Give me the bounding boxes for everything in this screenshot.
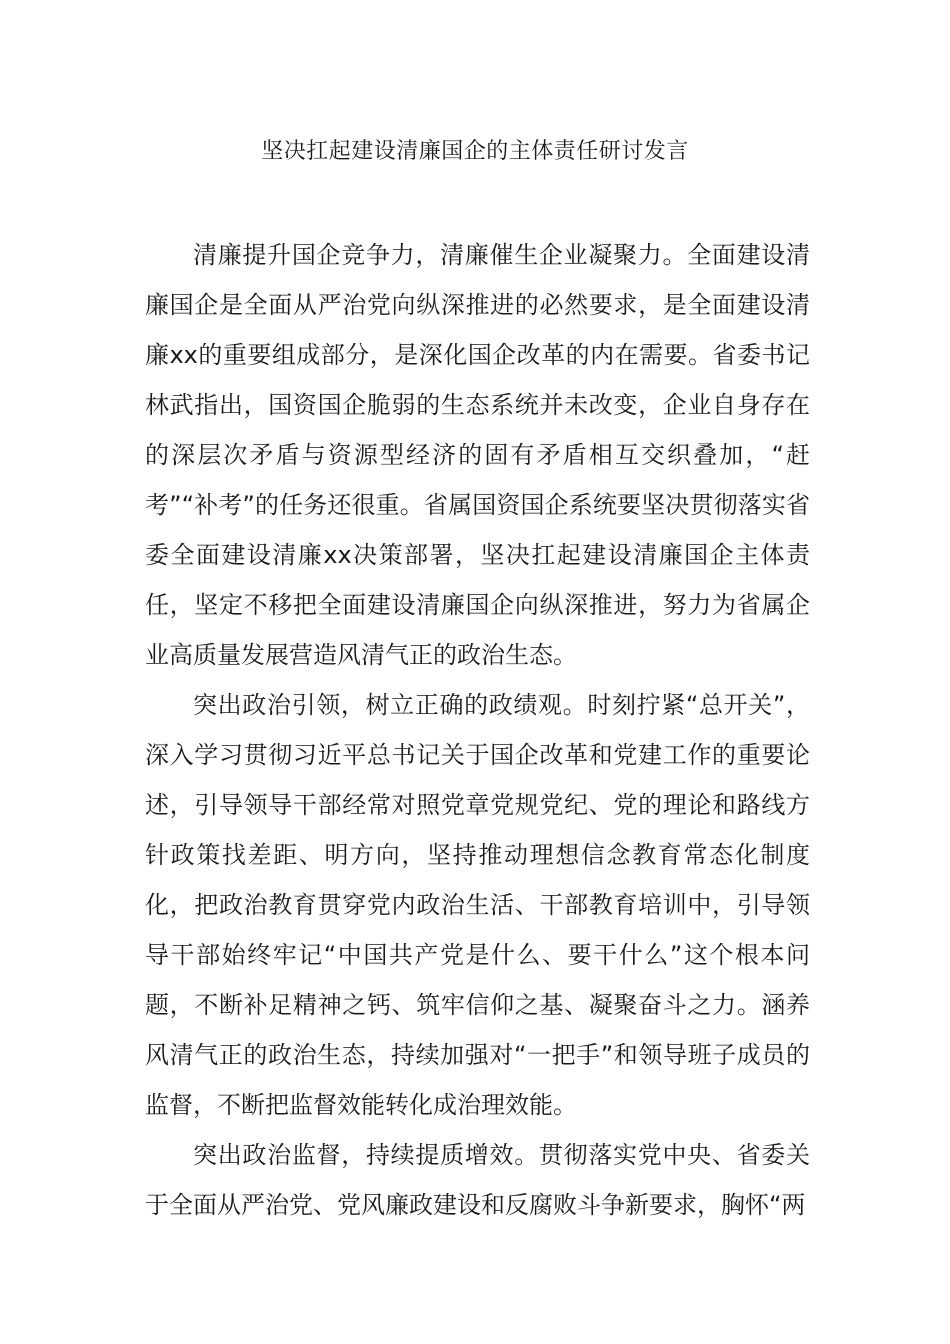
document-title: 坚决扛起建设清廉国企的主体责任研讨发言 [261,139,689,164]
paragraph-2: 突出政治引领，树立正确的政绩观。时刻拧紧“总开关”，深入学习贯彻习近平总书记关于国企改革和党建工作的重要论述，引导领导干部经常对照党章党规党纪、党的理论和路线方针政策找差距、明方向，坚持推动理想信念教育常态化制度化，把政治教育贯穿党内政治生活、干部教育培训中，引导领导干部始终牢记“中国共产党是什么、要干什么”这个根本问题，不断补足精神之钙、筑牢信仰之基、凝聚奋斗之力。涵养风清气正的政治生态，持续加强对“一把手”和领导班子成员的监督，不断把监督效能转化成治理效能。 [145,691,810,1119]
paragraph-1: 清廉提升国企竞争力，清廉催生企业凝聚力。全面建设清廉国企是全面从严治党向纵深推进的必然要求，是全面建设清廉xx的重要组成部分，是深化国企改革的内在需要。省委书记林武指出，国资国企脆弱的生态系统并未改变，企业自身存在的深层次矛盾与资源型经济的固有矛盾相互交织叠加，“赶考”“补考”的任务还很重。省属国资国企系统要坚决贯彻落实省委全面建设清廉xx决策部署，坚决扛起建设清廉国企主体责任，坚定不移把全面建设清廉国企向纵深推进，努力为省属企业高质量发展营造风清气正的政治生态。 [145,241,810,669]
paragraph-3: 突出政治监督，持续提质增效。贯彻落实党中央、省委关于全面从严治党、党风廉政建设和反腐败斗争新要求，胸怀“两 [145,1141,810,1219]
document-body [145,230,810,1230]
